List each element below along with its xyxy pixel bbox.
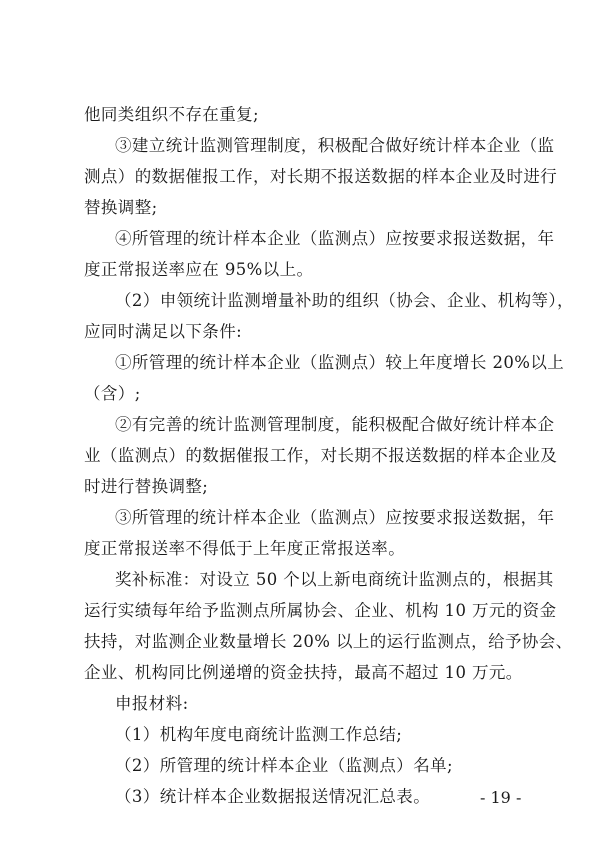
text-line: 扶持，对监测企业数量增长 20% 以上的运行监测点，给予协会、 <box>84 632 573 651</box>
text-line: 奖补标准：对设立 50 个以上新电商统计监测点的，根据其 <box>115 570 554 589</box>
text-line: ①所管理的统计样本企业（监测点）较上年度增长 20%以上 <box>115 353 565 372</box>
text-line: （1）机构年度电商统计监测工作总结; <box>115 725 403 744</box>
text-line: 测点）的数据催报工作，对长期不报送数据的样本企业及时进行 <box>84 167 558 186</box>
text-line: ③建立统计监测管理制度，积极配合做好统计样本企业（监 <box>115 136 555 155</box>
text-line: 应同时满足以下条件: <box>84 322 243 341</box>
text-line: （2）所管理的统计样本企业（监测点）名单; <box>115 756 453 775</box>
text-line: 运行实绩每年给予监测点所属协会、企业、机构 10 万元的资金 <box>84 601 557 620</box>
text-line: ③所管理的统计样本企业（监测点）应按要求报送数据，年 <box>115 508 555 527</box>
text-line: 企业、机构同比例递增的资金扶持，最高不超过 10 万元。 <box>84 663 523 682</box>
text-line: 时进行替换调整; <box>84 477 209 496</box>
text-line: 替换调整; <box>84 198 158 217</box>
text-line: （2）申领统计监测增量补助的组织（协会、企业、机构等）， <box>115 291 574 310</box>
text-line: （3）统计样本企业数据报送情况汇总表。 <box>115 787 431 806</box>
text-line: （含）; <box>84 384 141 403</box>
text-line: 度正常报送率应在 95%以上。 <box>84 260 314 279</box>
text-line: ④所管理的统计样本企业（监测点）应按要求报送数据，年 <box>115 229 555 248</box>
text-line: 业（监测点）的数据催报工作，对长期不报送数据的样本企业及 <box>84 446 558 465</box>
page-number: - 19 - <box>480 788 522 807</box>
text-line: 申报材料: <box>115 694 189 713</box>
text-line: 度正常报送率不得低于上年度正常报送率。 <box>84 539 406 558</box>
text-line: ②有完善的统计监测管理制度，能积极配合做好统计样本企 <box>115 415 555 434</box>
text-line: 他同类组织不存在重复; <box>84 105 259 124</box>
